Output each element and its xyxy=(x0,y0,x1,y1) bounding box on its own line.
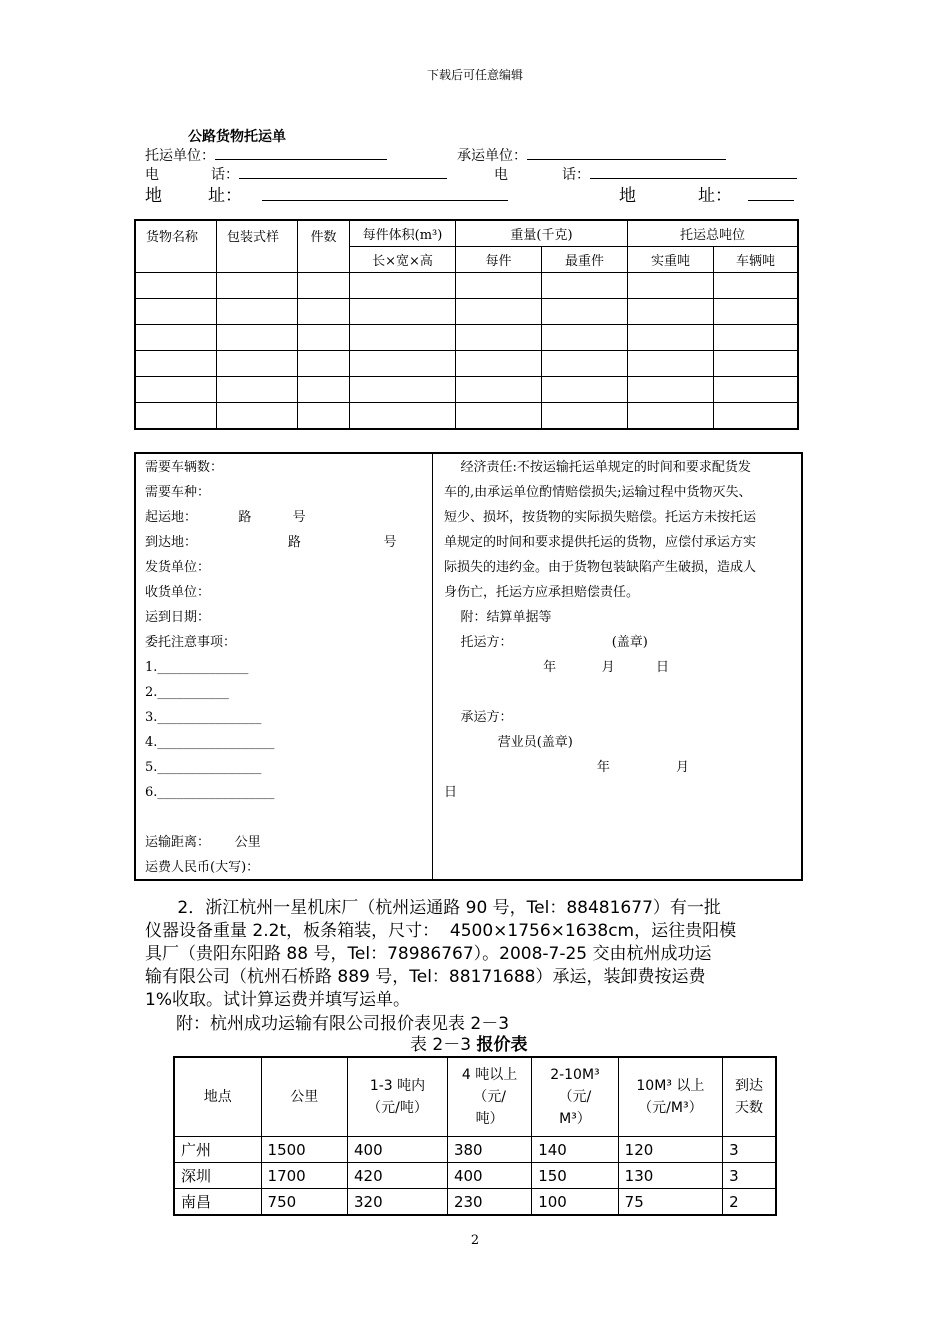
header-volume: 每件体积(m³) xyxy=(350,220,456,247)
addr-left-label-a: 地 xyxy=(145,186,162,206)
price-cell: 380 xyxy=(447,1137,531,1163)
attachment-note: 附：杭州成功运输有限公司报价表见表 2－3 xyxy=(176,1014,510,1034)
page-header: 下载后可任意编辑 xyxy=(426,68,523,82)
price-header-cell: 10M³ 以上 （元/M³） xyxy=(618,1057,722,1137)
price-header-cell: 公里 xyxy=(261,1057,347,1137)
form-line: 2.___________ xyxy=(145,685,229,700)
form-line: 需要车种： xyxy=(145,485,211,500)
cargo-cell[interactable] xyxy=(217,273,298,299)
tel-right-label-b: 话： xyxy=(562,167,590,183)
terms-line: 承运方： xyxy=(444,710,513,725)
cargo-cell[interactable] xyxy=(298,403,350,430)
price-cell: 1500 xyxy=(261,1137,347,1163)
form-line: 收货单位： xyxy=(145,585,211,600)
cargo-cell[interactable] xyxy=(298,325,350,351)
table-row xyxy=(174,1137,776,1163)
shipper-label: 托运单位： xyxy=(145,148,215,164)
form-line: 运输距离： 公里 xyxy=(145,835,261,850)
shipper-field xyxy=(145,145,387,165)
form-line: 6.__________________ xyxy=(145,785,275,800)
price-cell: 150 xyxy=(532,1163,618,1189)
cargo-cell[interactable] xyxy=(350,377,456,403)
price-cell: 75 xyxy=(618,1189,722,1216)
cargo-cell[interactable] xyxy=(714,377,799,403)
header-packaging: 包装式样 xyxy=(217,220,298,273)
cargo-cell[interactable] xyxy=(298,273,350,299)
price-cell: 1700 xyxy=(261,1163,347,1189)
cargo-cell[interactable] xyxy=(714,351,799,377)
price-cell: 南昌 xyxy=(174,1189,261,1216)
cargo-cell[interactable] xyxy=(628,299,714,325)
price-cell: 400 xyxy=(348,1137,448,1163)
price-cell: 130 xyxy=(618,1163,722,1189)
cargo-cell[interactable] xyxy=(714,325,799,351)
cargo-cell[interactable] xyxy=(135,351,217,377)
price-cell: 深圳 xyxy=(174,1163,261,1189)
price-header-cell: 4 吨以上 （元/ 吨） xyxy=(447,1057,531,1137)
header-weight-max: 最重件 xyxy=(542,247,628,273)
cargo-cell[interactable] xyxy=(714,403,799,430)
cargo-cell[interactable] xyxy=(456,325,542,351)
form-line: 运费人民币(大写)： xyxy=(145,860,260,875)
form-line: 4.__________________ xyxy=(145,735,275,750)
terms-line: 经济责任:不按运输托运单规定的时间和要求配货发 xyxy=(444,460,751,475)
cargo-cell[interactable] xyxy=(298,351,350,377)
form-line: 到达地： 路 号 xyxy=(145,535,397,550)
terms-line: 年 月 日 xyxy=(444,660,669,675)
terms-line: 身伤亡，托运方应承担赔偿责任。 xyxy=(444,585,640,600)
shipper-blank[interactable] xyxy=(215,145,387,160)
cargo-cell[interactable] xyxy=(714,299,799,325)
problem-line: 仪器设备重量 2.2t，板条箱装，尺寸： 4500×1756×1638cm，运往贵阳模 xyxy=(145,921,737,941)
price-cell: 3 xyxy=(723,1163,776,1189)
cargo-cell[interactable] xyxy=(135,325,217,351)
price-header-cell: 1-3 吨内 （元/吨） xyxy=(348,1057,448,1137)
cargo-cell[interactable] xyxy=(135,377,217,403)
cargo-cell[interactable] xyxy=(628,403,714,430)
price-header-cell: 到达 天数 xyxy=(723,1057,776,1137)
form-title: 公路货物托运单 xyxy=(188,129,286,145)
form-line: 起运地： 路 号 xyxy=(145,510,306,525)
cargo-cell[interactable] xyxy=(456,403,542,430)
terms-line: 日 xyxy=(444,785,458,800)
terms-line: 车的,由承运单位酌情赔偿损失;运输过程中货物灭失、 xyxy=(444,485,752,500)
cargo-cell[interactable] xyxy=(217,325,298,351)
price-table xyxy=(173,1056,777,1216)
carrier-label: 承运单位： xyxy=(457,148,527,164)
cargo-cell[interactable] xyxy=(298,299,350,325)
cargo-cell[interactable] xyxy=(217,351,298,377)
table-caption-title: 报价表 xyxy=(476,1035,528,1055)
tel-right-blank[interactable] xyxy=(590,164,797,179)
problem-line: 具厂（贵阳东阳路 88 号，Tel：78986767）。2008-7-25 交由杭州成功运 xyxy=(145,944,712,964)
table-row xyxy=(174,1163,776,1189)
terms-line: 年 月 xyxy=(444,760,690,775)
price-header-cell: 地点 xyxy=(174,1057,261,1137)
price-cell: 广州 xyxy=(174,1137,261,1163)
price-cell: 400 xyxy=(447,1163,531,1189)
price-cell: 420 xyxy=(348,1163,448,1189)
price-cell: 2 xyxy=(723,1189,776,1216)
table-row xyxy=(135,325,798,351)
cargo-cell[interactable] xyxy=(217,403,298,430)
form-line: 1.______________ xyxy=(145,660,249,675)
price-cell: 320 xyxy=(348,1189,448,1216)
form-line: 5.________________ xyxy=(145,760,262,775)
cargo-cell[interactable] xyxy=(542,273,628,299)
terms-line: 营业员(盖章) xyxy=(444,735,573,750)
cargo-cell[interactable] xyxy=(135,403,217,430)
form-line: 发货单位： xyxy=(145,560,211,575)
cargo-cell[interactable] xyxy=(456,351,542,377)
tel-left-label-b: 话： xyxy=(211,167,239,183)
header-total-tons: 托运总吨位 xyxy=(628,220,799,247)
addr-left-label-b: 址： xyxy=(208,186,242,206)
cargo-cell[interactable] xyxy=(456,377,542,403)
tel-left-blank[interactable] xyxy=(239,164,447,179)
addr-right-field xyxy=(619,181,794,206)
problem-statement xyxy=(145,897,810,1012)
terms-line: 附：结算单据等 xyxy=(444,610,552,625)
table-row xyxy=(135,273,798,299)
problem-line: 1%收取。试计算运费并填写运单。 xyxy=(145,990,410,1010)
cargo-cell[interactable] xyxy=(217,299,298,325)
order-details-box xyxy=(134,452,803,881)
addr-right-label-b: 址： xyxy=(698,186,732,206)
cargo-cell[interactable] xyxy=(542,351,628,377)
carrier-field xyxy=(457,145,726,165)
form-line: 委托注意事项： xyxy=(145,635,237,650)
cargo-cell[interactable] xyxy=(542,403,628,430)
cargo-cell[interactable] xyxy=(298,377,350,403)
price-cell: 3 xyxy=(723,1137,776,1163)
order-details-left xyxy=(136,454,433,879)
price-cell: 100 xyxy=(532,1189,618,1216)
terms-line: 际损失的违约金。由于货物包装缺陷产生破损，造成人 xyxy=(444,560,757,575)
header-weight-each: 每件 xyxy=(456,247,542,273)
cargo-cell[interactable] xyxy=(135,273,217,299)
form-line: 需要车辆数： xyxy=(145,460,224,475)
terms-line: 单规定的时间和要求提供托运的货物，应偿付承运方实 xyxy=(444,535,757,550)
liability-terms xyxy=(434,454,804,800)
table-caption-prefix: 表 2－3 xyxy=(410,1035,472,1055)
cargo-cell[interactable] xyxy=(456,273,542,299)
page-number: 2 xyxy=(470,1233,480,1248)
form-line: 3.________________ xyxy=(145,710,262,725)
cargo-cell[interactable] xyxy=(628,377,714,403)
cargo-cell[interactable] xyxy=(350,403,456,430)
price-cell: 120 xyxy=(618,1137,722,1163)
cargo-cell[interactable] xyxy=(217,377,298,403)
table-row xyxy=(135,351,798,377)
problem-line: 输有限公司（杭州石桥路 889 号，Tel：88171688）承运，装卸费按运费 xyxy=(145,967,706,987)
addr-left-blank[interactable] xyxy=(262,186,508,201)
price-cell: 750 xyxy=(261,1189,347,1216)
cargo-cell[interactable] xyxy=(350,273,456,299)
cargo-cell[interactable] xyxy=(542,377,628,403)
table-caption xyxy=(410,1034,527,1057)
price-header-cell: 2-10M³ （元/ M³） xyxy=(532,1057,618,1137)
cargo-cell[interactable] xyxy=(350,351,456,377)
cargo-cell[interactable] xyxy=(350,299,456,325)
table-row xyxy=(174,1189,776,1216)
table-row xyxy=(135,403,798,430)
cargo-cell[interactable] xyxy=(628,325,714,351)
addr-right-blank[interactable] xyxy=(748,186,794,201)
addr-right-label-a: 地 xyxy=(619,186,636,206)
cargo-cell[interactable] xyxy=(350,325,456,351)
terms-line xyxy=(444,680,804,705)
header-count: 件数 xyxy=(298,220,350,273)
cargo-cell[interactable] xyxy=(628,273,714,299)
form-line: 运到日期： xyxy=(145,610,211,625)
cargo-table xyxy=(134,219,799,430)
table-row xyxy=(135,377,798,403)
tel-right-label-a: 电 xyxy=(494,167,508,183)
cargo-cell[interactable] xyxy=(542,299,628,325)
addr-left-field xyxy=(145,181,508,206)
problem-line: 2．浙江杭州一星机床厂（杭州运通路 90 号，Tel：88481677）有一批 xyxy=(145,898,721,918)
header-tons-actual: 实重吨 xyxy=(628,247,714,273)
cargo-cell[interactable] xyxy=(135,299,217,325)
cargo-cell[interactable] xyxy=(714,273,799,299)
table-row xyxy=(135,299,798,325)
terms-line: 托运方： (盖章) xyxy=(444,635,648,650)
header-cargo-name: 货物名称 xyxy=(135,220,217,273)
cargo-cell[interactable] xyxy=(628,351,714,377)
header-volume-dims: 长×宽×高 xyxy=(350,247,456,273)
header-weight: 重量(千克) xyxy=(456,220,628,247)
tel-left-label-a: 电 xyxy=(145,167,159,183)
form-line xyxy=(145,805,432,830)
price-cell: 140 xyxy=(532,1137,618,1163)
cargo-cell[interactable] xyxy=(542,325,628,351)
price-cell: 230 xyxy=(447,1189,531,1216)
carrier-blank[interactable] xyxy=(527,145,726,160)
header-tons-vehicle: 车辆吨 xyxy=(714,247,799,273)
terms-line: 短少、损坏，按货物的实际损失赔偿。托运方未按托运 xyxy=(444,510,757,525)
cargo-cell[interactable] xyxy=(456,299,542,325)
